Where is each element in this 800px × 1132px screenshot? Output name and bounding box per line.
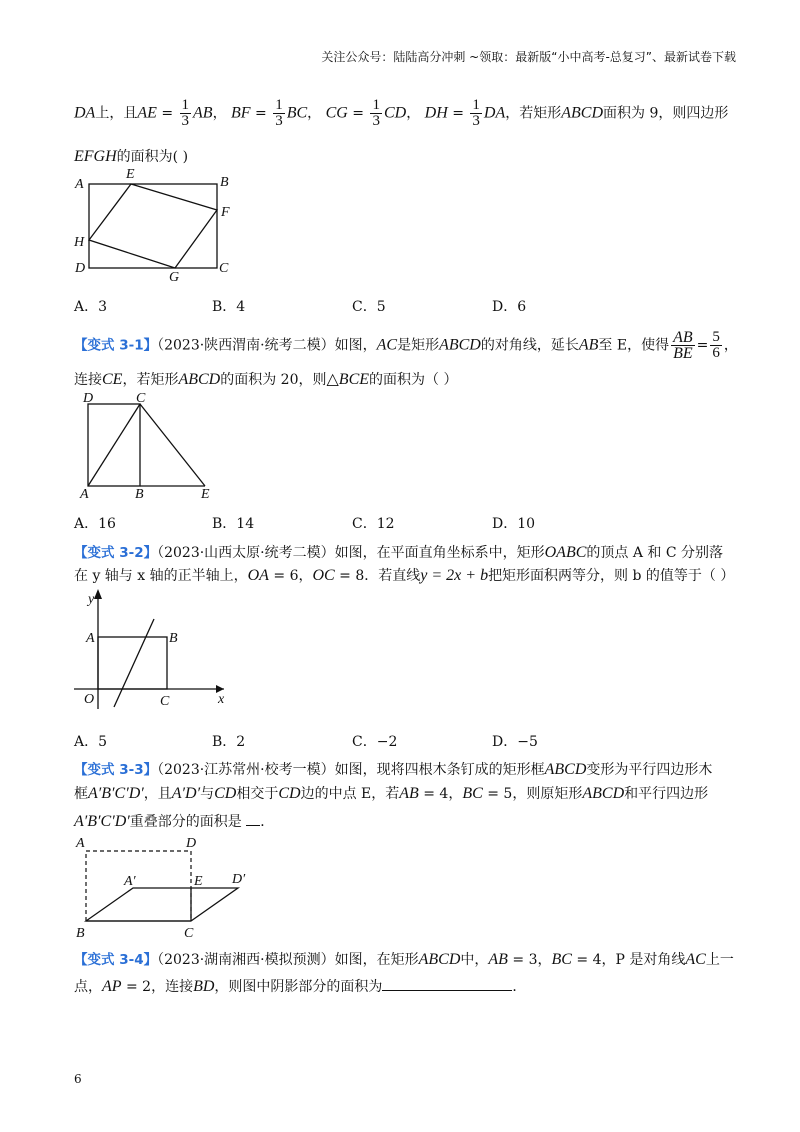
label-c: C	[219, 261, 229, 276]
q2-option-a: A．5	[74, 734, 108, 750]
label-g: G	[169, 270, 180, 284]
label-b: B	[220, 175, 229, 190]
q0-option-c: C．5	[352, 299, 386, 315]
label-d: D	[83, 391, 94, 406]
rect-abcd	[89, 184, 217, 268]
q1-option-c: C．12	[352, 516, 395, 532]
label-a: A	[75, 177, 84, 192]
q3-line1: 【变式 3-3】（2023·江苏常州·校考一模）如图，现将四根木条钉成的矩形框ABCD变形为平行四边形木	[74, 761, 713, 778]
rect-oabc	[98, 637, 167, 689]
quad-efgh	[89, 184, 217, 268]
q0-option-b: B．4	[212, 299, 246, 315]
diagonal-ac	[88, 404, 140, 486]
label-d: D	[75, 261, 86, 276]
y-axis-arrow	[94, 589, 102, 599]
page-number: 6	[74, 1072, 82, 1086]
label-c: C	[136, 391, 146, 406]
q0-figure	[70, 168, 240, 284]
q0-line1: DA上，且AE = $\frac{1}{3}$ AB， BF = $\frac{1}{3}$ BC， CG = $\frac{1}{3}$ CD， DH = $\frac{1}{3}$ DA，若矩形ABCD面积为 9，则四边形	[74, 97, 729, 129]
answer-blank	[246, 825, 260, 826]
variant-tag: 【变式 3-3】	[74, 762, 158, 778]
label-x: x	[218, 692, 225, 707]
q4-line2: 点，AP = 2，连接BD，则图中阴影部分的面积为 ．	[74, 978, 527, 995]
page-header: 关注公众号：陆陆高分冲刺 ~领取：最新版“小中高考-总复习”、最新试卷下载	[321, 50, 736, 64]
label-c: C	[160, 694, 170, 709]
q2-line1: 【变式 3-2】（2023·山西太原·统考二模）如图，在平面直角坐标系中，矩形OABC的顶点 A 和 C 分别落	[74, 544, 724, 561]
q1-line1: 【变式 3-1】（2023·陕西渭南·统考二模）如图，AC是矩形ABCD的对角线，延长AB至 E，使得 $\frac{AB}{BE}$ = $\frac{5}{6}$ ，	[74, 329, 738, 362]
line-y-2x-b	[114, 619, 154, 707]
label-b: B	[135, 487, 144, 502]
segment-ce	[140, 404, 205, 486]
q0-option-d: D．6	[492, 299, 527, 315]
q3-line2: 框A′B′C′D′，且A′D′与CD相交于CD边的中点 E，若AB = 4，BC = 5，则原矩形ABCD和平行四边形	[74, 785, 709, 802]
q2-figure	[74, 585, 234, 715]
label-a: A	[86, 631, 95, 646]
q0-line2: EFGH的面积为( )	[74, 148, 189, 165]
parallelogram	[86, 888, 238, 921]
label-b: B	[169, 631, 178, 646]
q2-option-c: C．−2	[352, 734, 398, 750]
q3-line3: A′B′C′D′重叠部分的面积是 ．	[74, 813, 275, 830]
q2-line2: 在 y 轴与 x 轴的正半轴上，OA = 6，OC = 8．若直线y = 2x + b把矩形面积两等分，则 b 的值等于（ ）	[74, 567, 735, 584]
q1-line2: 连接CE，若矩形ABCD的面积为 20，则△BCE的面积为（ ）	[74, 371, 458, 388]
q3-figure	[70, 833, 260, 943]
label-h: H	[74, 235, 85, 250]
label-e: E	[126, 168, 135, 182]
label-f: F	[221, 205, 230, 220]
label-a: A	[76, 836, 85, 851]
q2-option-d: D．−5	[492, 734, 538, 750]
q1-option-d: D．10	[492, 516, 536, 532]
label-a: A	[80, 487, 89, 502]
q4-line1: 【变式 3-4】（2023·湖南湘西·模拟预测）如图，在矩形ABCD中，AB = 3，BC = 4，P 是对角线AC上一	[74, 951, 734, 968]
label-c: C	[184, 926, 194, 941]
variant-tag: 【变式 3-4】	[74, 952, 158, 968]
answer-blank	[382, 978, 512, 991]
q1-option-a: A．16	[74, 516, 116, 532]
q1-option-b: B．14	[212, 516, 255, 532]
q2-option-b: B．2	[212, 734, 246, 750]
label-o: O	[84, 692, 95, 707]
variant-tag: 【变式 3-2】	[74, 545, 158, 561]
label-b: B	[76, 926, 85, 941]
label-e: E	[194, 874, 203, 889]
label-a-prime: A′	[124, 874, 136, 889]
variant-tag: 【变式 3-1】	[74, 337, 158, 354]
q1-figure	[74, 390, 224, 502]
label-d-prime: D′	[232, 872, 246, 887]
label-e: E	[201, 487, 210, 502]
label-y: y	[88, 592, 95, 607]
label-d: D	[186, 836, 197, 851]
q0-option-a: A．3	[74, 299, 108, 315]
